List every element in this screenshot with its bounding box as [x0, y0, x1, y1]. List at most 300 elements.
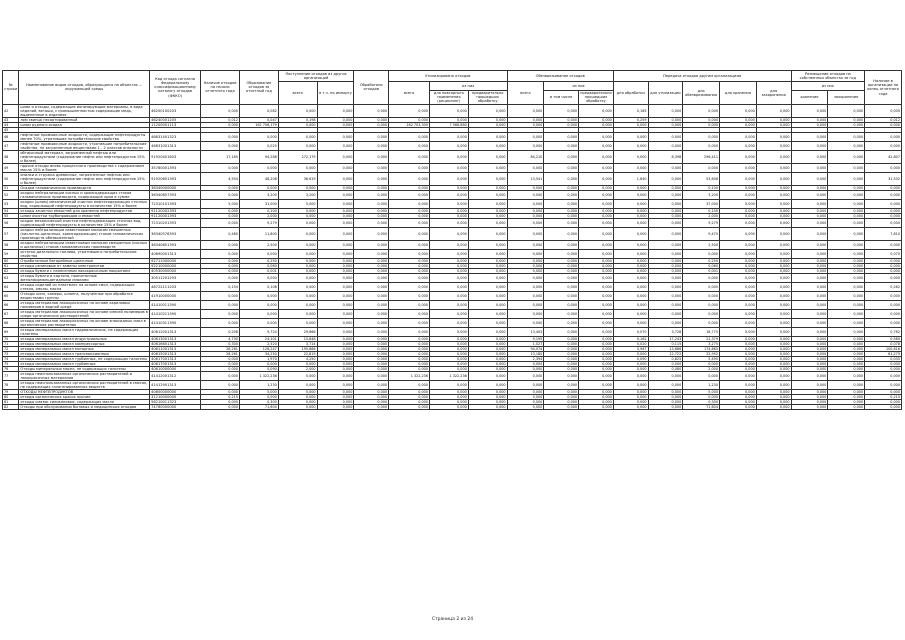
value-cell: 0,000 — [389, 404, 430, 409]
page-footer: Страница 2 из 24 — [431, 617, 474, 622]
value-cell: 0,000 — [756, 318, 791, 327]
value-cell: 0,000 — [468, 122, 507, 127]
value-cell: 0,000 — [278, 399, 317, 404]
value-cell: 0,000 — [865, 190, 902, 199]
column-header: Утилизировано отходов — [389, 71, 507, 82]
row-number: 42 — [3, 104, 19, 117]
value-cell: 0,000 — [317, 351, 354, 356]
value-cell: 0,165 — [613, 104, 648, 117]
value-cell: 0,000 — [507, 258, 544, 263]
value-cell: 0,000 — [865, 213, 902, 218]
value-cell: 0,000 — [507, 291, 544, 300]
value-cell: 0,000 — [317, 404, 354, 409]
value-cell: 0,000 — [278, 185, 317, 190]
column-header: в том числе — [544, 91, 579, 105]
value-cell: 0,000 — [828, 213, 865, 218]
value-cell: 0,000 — [756, 227, 791, 240]
value-cell: 0,000 — [648, 309, 683, 318]
row-number: 50 — [3, 172, 19, 185]
value-cell: 0,000 — [828, 282, 865, 291]
value-cell: 0,000 — [720, 318, 757, 327]
value-cell: 0,000 — [507, 273, 544, 282]
column-header: предварительно прошедших обработку — [468, 91, 507, 105]
value-cell: 0,000 — [429, 268, 468, 273]
value-cell: 0,000 — [317, 263, 354, 268]
value-cell: 0,000 — [278, 240, 317, 249]
value-cell: 2,000 — [683, 366, 720, 371]
column-header: для хранения — [720, 82, 757, 105]
value-cell: 0,080 — [648, 366, 683, 371]
value-cell: 0,000 — [468, 356, 507, 361]
value-cell: 0,000 — [507, 249, 544, 258]
value-cell: 4,554 — [201, 172, 240, 185]
fkko-code: 40611001313 — [150, 346, 201, 351]
value-cell: 3,200 — [278, 190, 317, 199]
value-cell: 0,000 — [720, 199, 757, 208]
value-cell: 26,261 — [201, 346, 240, 351]
fkko-code: 40616601313 — [150, 341, 201, 346]
value-cell: 0,000 — [791, 122, 828, 127]
value-cell: 0,000 — [201, 240, 240, 249]
value-cell: 0,000 — [865, 380, 902, 389]
value-cell: 0,000 — [791, 218, 828, 227]
value-cell: 0,000 — [579, 399, 614, 404]
value-cell: 0,000 — [544, 141, 579, 150]
value-cell: 0,000 — [613, 227, 648, 240]
value-cell: 0,000 — [429, 389, 468, 394]
value-cell: 0,000 — [468, 249, 507, 258]
value-cell: 0,000 — [756, 150, 791, 163]
value-cell: 26,261 — [201, 351, 240, 356]
value-cell: 0,000 — [429, 141, 468, 150]
waste-name: отходы бумаги с нанесенным лакокрасочным покрытием — [19, 268, 150, 273]
value-cell: 0,000 — [507, 300, 544, 309]
table-row — [3, 282, 902, 291]
value-cell: 0,000 — [507, 218, 544, 227]
fkko-code: 41412901313 — [150, 380, 201, 389]
value-cell: 0,000 — [239, 361, 278, 366]
column-header: Поступление отходов из других организаций — [278, 71, 354, 82]
value-cell: 0,000 — [791, 356, 828, 361]
value-cell: 0,000 — [317, 366, 354, 371]
value-cell: 0,000 — [468, 117, 507, 122]
value-cell: 0,762 — [865, 327, 902, 336]
value-cell: 0,000 — [791, 268, 828, 273]
value-cell: 0,000 — [317, 371, 354, 380]
waste-name: опилки и стружка древесные, загрязненные нефтью или нефтепродуктами (содержание нефти или нефтепродуктов 15% и более) — [19, 172, 150, 185]
value-cell: 0,215 — [865, 394, 902, 399]
fkko-code: 41410011390 — [150, 300, 201, 309]
value-cell: 0,000 — [828, 309, 865, 318]
value-cell: 0,001 — [683, 268, 720, 273]
value-cell: 0,012 — [201, 117, 240, 122]
value-cell: 0,020 — [613, 341, 648, 346]
column-header: всего — [507, 82, 544, 105]
value-cell: 0,000 — [828, 351, 865, 356]
fkko-code: 91920401603 — [150, 150, 201, 163]
value-cell: 0,000 — [278, 208, 317, 213]
value-cell: 0,000 — [429, 213, 468, 218]
value-cell: 0,000 — [201, 356, 240, 361]
value-cell: 0,000 — [317, 150, 354, 163]
value-cell: 0,000 — [648, 132, 683, 141]
value-cell: 0,000 — [791, 213, 828, 218]
value-cell: 0,000 — [201, 380, 240, 389]
value-cell: 0,000 — [579, 300, 614, 309]
value-cell: 0,000 — [201, 132, 240, 141]
value-cell: 0,000 — [429, 366, 468, 371]
value-cell: 7,810 — [865, 227, 902, 240]
value-cell: 0,162 — [613, 336, 648, 341]
value-cell: 0,000 — [354, 213, 389, 218]
value-cell: 0,000 — [791, 336, 828, 341]
value-cell: 0,000 — [239, 249, 278, 258]
value-cell: 71,604 — [683, 404, 720, 409]
value-cell: 0,000 — [720, 218, 757, 227]
value-cell: 0,000 — [579, 199, 614, 208]
value-cell: 0,000 — [613, 185, 648, 190]
row-number: 59 — [3, 249, 19, 258]
waste-name: шлак и отходы, содержащие ионизирующие материалы, в виде изделий, ветоши, с промышленностью содержащие медь, выделенные в изделиях — [19, 104, 150, 117]
value-cell: 0,000 — [791, 341, 828, 346]
value-cell: 3,728 — [648, 327, 683, 336]
row-number: 56 — [3, 218, 19, 227]
value-cell: 0,000 — [791, 399, 828, 404]
value-cell: 0,000 — [507, 404, 544, 409]
value-cell: 0,000 — [791, 291, 828, 300]
value-cell: 0,000 — [201, 208, 240, 213]
value-cell: 0,000 — [720, 172, 757, 185]
value-cell: 0,000 — [429, 263, 468, 268]
value-cell: 9,470 — [683, 227, 720, 240]
value-cell: 0,000 — [429, 282, 468, 291]
value-cell: 0,000 — [201, 361, 240, 366]
waste-name: обтирочный материал, загрязненный нефтью или нефтепродуктами (содержание нефти или нефтепродуктов 15% и более) — [19, 150, 150, 163]
table-header — [3, 71, 902, 105]
value-cell: 0,000 — [828, 366, 865, 371]
value-cell: 0,000 — [613, 122, 648, 127]
table-row — [3, 163, 902, 172]
value-cell: 0,000 — [317, 318, 354, 327]
value-cell: 0,000 — [544, 361, 579, 366]
value-cell: 0,000 — [278, 263, 317, 268]
row-number: 63 — [3, 273, 19, 282]
value-cell: 0,000 — [317, 141, 354, 150]
value-cell: 0,000 — [354, 404, 389, 409]
value-cell: 0,000 — [756, 199, 791, 208]
value-cell: 0,000 — [354, 258, 389, 263]
value-cell: 0,000 — [791, 380, 828, 389]
value-cell: 0,000 — [720, 351, 757, 356]
value-cell: 1,230 — [683, 380, 720, 389]
value-cell: 0,000 — [828, 122, 865, 127]
value-cell: 0,000 — [468, 309, 507, 318]
value-cell: 296,411 — [683, 150, 720, 163]
value-cell: 5,000 — [239, 389, 278, 394]
row-number: 82 — [3, 404, 19, 409]
value-cell: 0,115 — [648, 341, 683, 346]
value-cell: 0,000 — [828, 227, 865, 240]
value-cell: 0,000 — [613, 258, 648, 263]
value-cell: 0,000 — [720, 371, 757, 380]
value-cell: 0,000 — [828, 258, 865, 263]
value-cell: 0,000 — [683, 141, 720, 150]
column-header: из них — [791, 82, 865, 91]
value-cell: 0,000 — [354, 282, 389, 291]
waste-name: прочие отходы вновь процессного производства с содержанием масла 15% и более — [19, 163, 150, 172]
value-cell: 0,082 — [239, 104, 278, 117]
value-cell: 0,000 — [278, 213, 317, 218]
value-cell: 0,000 — [201, 185, 240, 190]
value-cell: 0,000 — [354, 240, 389, 249]
waste-name: отходы смазок силиконовых, содержащих масло — [19, 399, 150, 404]
value-cell: 94,288 — [239, 150, 278, 163]
waste-name: Отходы кинл, камеры, шланга, полученные при обработке веществами группы — [19, 291, 150, 300]
waste-name: остатки дизельного топлива, утратившего потребительские свойства — [19, 249, 150, 258]
fkko-code: 11200001113 — [150, 122, 201, 127]
value-cell: 0,000 — [683, 309, 720, 318]
value-cell: 0,000 — [468, 404, 507, 409]
value-cell: 0,208 — [201, 327, 240, 336]
column-header: Код отхода согласно Федеральному классификационному каталогу отходов (ФККО) — [150, 71, 201, 105]
value-cell: 0,000 — [544, 366, 579, 371]
value-cell: 0,000 — [389, 341, 430, 346]
value-cell: 0,000 — [544, 249, 579, 258]
value-cell: 0,000 — [791, 163, 828, 172]
value-cell: 0,000 — [429, 218, 468, 227]
value-cell: 0,090 — [239, 366, 278, 371]
column-header: для утилизации — [648, 82, 683, 105]
value-cell: 0,000 — [648, 371, 683, 380]
value-cell: 0,000 — [828, 327, 865, 336]
value-cell: 0,000 — [791, 346, 828, 351]
value-cell: 0,000 — [507, 371, 544, 380]
value-cell: 0,000 — [865, 404, 902, 409]
value-cell: 0,000 — [613, 318, 648, 327]
value-cell: 0,060 — [683, 263, 720, 268]
value-cell: 0,000 — [720, 268, 757, 273]
value-cell: 0,000 — [354, 336, 389, 341]
waste-name: отходы минеральных масел трансмиссионных — [19, 351, 150, 356]
value-cell: 0,000 — [239, 273, 278, 282]
row-number: 77 — [3, 371, 19, 380]
value-cell: 0,000 — [720, 404, 757, 409]
value-cell: 0,000 — [683, 318, 720, 327]
value-cell: 0,000 — [648, 394, 683, 399]
value-cell: 0,000 — [239, 185, 278, 190]
value-cell: 0,000 — [648, 389, 683, 394]
value-cell: 0,000 — [579, 356, 614, 361]
value-cell: 0,000 — [791, 309, 828, 318]
value-cell: 0,000 — [828, 380, 865, 389]
value-cell: 0,000 — [791, 185, 828, 190]
fkko-code: 41412001312 — [150, 371, 201, 380]
value-cell: 0,000 — [683, 117, 720, 122]
fkko-code: 40612001313 — [150, 327, 201, 336]
value-cell: 0,000 — [429, 394, 468, 399]
value-cell: 0,000 — [429, 327, 468, 336]
value-cell: 0,000 — [544, 268, 579, 273]
value-cell: 0,000 — [201, 366, 240, 371]
value-cell: 0,000 — [354, 190, 389, 199]
value-cell: 0,000 — [507, 208, 544, 213]
value-cell: 0,000 — [354, 341, 389, 346]
value-cell: 61,275 — [865, 351, 902, 356]
row-number: 60 — [3, 258, 19, 263]
value-cell: 0,000 — [828, 394, 865, 399]
value-cell: 0,000 — [720, 366, 757, 371]
value-cell: 2,000 — [239, 213, 278, 218]
value-cell: 0,000 — [648, 172, 683, 185]
value-cell: 0,000 — [648, 122, 683, 127]
value-cell: 0,000 — [756, 172, 791, 185]
fkko-code: 46240001205 — [150, 117, 201, 122]
value-cell: 0,000 — [579, 404, 614, 409]
value-cell: 0,000 — [507, 399, 544, 404]
value-cell: 0,000 — [389, 399, 430, 404]
value-cell: 0,000 — [613, 150, 648, 163]
value-cell: 0,000 — [579, 282, 614, 291]
value-cell: 0,000 — [828, 300, 865, 309]
value-cell: 0,000 — [828, 163, 865, 172]
value-cell: 0,000 — [544, 351, 579, 356]
value-cell: 0,000 — [468, 258, 507, 263]
value-cell: 0,000 — [648, 268, 683, 273]
value-cell: 0,000 — [720, 132, 757, 141]
value-cell: 0,000 — [756, 218, 791, 227]
value-cell: 0,000 — [828, 172, 865, 185]
value-cell: 31,532 — [865, 172, 902, 185]
value-cell: 0,000 — [865, 240, 902, 249]
value-cell: 0,000 — [720, 117, 757, 122]
table-row — [3, 132, 902, 141]
value-cell: 0,300 — [201, 341, 240, 346]
row-number: 62 — [3, 268, 19, 273]
value-cell: 0,000 — [389, 132, 430, 141]
value-cell: 0,000 — [579, 351, 614, 356]
value-cell: 0,000 — [429, 318, 468, 327]
waste-name: отходы изделий из пластмасс на основе смол, содержащих стекло, смолы, масла — [19, 282, 150, 291]
fkko-code: 91120002393 — [150, 208, 201, 213]
value-cell: 0,000 — [544, 399, 579, 404]
value-cell: 0,000 — [389, 240, 430, 249]
value-cell: 0,000 — [544, 327, 579, 336]
value-cell: 1,640 — [613, 172, 648, 185]
value-cell: 0,000 — [389, 282, 430, 291]
value-cell: 53,608 — [683, 172, 720, 185]
value-cell: 0,000 — [613, 218, 648, 227]
value-cell: 34,250 — [239, 351, 278, 356]
row-number: 75 — [3, 361, 19, 366]
value-cell: 0,000 — [791, 172, 828, 185]
value-cell: 0,000 — [468, 318, 507, 327]
value-cell: 0,000 — [756, 399, 791, 404]
value-cell: 13,180 — [507, 351, 544, 356]
value-cell: 0,000 — [648, 249, 683, 258]
value-cell: 0,000 — [429, 380, 468, 389]
value-cell: 0,000 — [648, 185, 683, 190]
value-cell: 0,000 — [429, 404, 468, 409]
value-cell: 0,000 — [278, 282, 317, 291]
table-row — [3, 380, 902, 389]
value-cell: 0,000 — [317, 208, 354, 213]
fkko-code: 36340576393 — [150, 227, 201, 240]
fkko-code: 41410211390 — [150, 309, 201, 318]
value-cell: 0,000 — [389, 273, 430, 282]
value-cell: 0,000 — [389, 263, 430, 268]
waste-name: отходы минеральных масел компрессорных — [19, 341, 150, 346]
value-cell: 0,000 — [865, 263, 902, 268]
value-cell: 0,000 — [683, 104, 720, 117]
value-cell: 0,000 — [613, 380, 648, 389]
column-header: для захоронения — [756, 82, 791, 105]
fkko-code: 40600000000 — [150, 389, 201, 394]
value-cell: 0,000 — [429, 163, 468, 172]
value-cell: 9,279 — [683, 218, 720, 227]
value-cell: 0,000 — [278, 268, 317, 273]
value-cell: 0,000 — [756, 190, 791, 199]
row-number: 80 — [3, 394, 19, 399]
value-cell: 0,000 — [544, 240, 579, 249]
value-cell: 0,000 — [579, 341, 614, 346]
value-cell: 0,000 — [507, 389, 544, 394]
value-cell: 0,000 — [317, 268, 354, 273]
value-cell: 0,000 — [828, 399, 865, 404]
value-cell: 0,000 — [579, 218, 614, 227]
value-cell: 0,000 — [468, 132, 507, 141]
value-cell: 0,000 — [389, 380, 430, 389]
value-cell: 0,000 — [544, 218, 579, 227]
value-cell: 0,000 — [865, 185, 902, 190]
value-cell: 0,000 — [468, 327, 507, 336]
value-cell: 0,259 — [613, 117, 648, 122]
waste-name: отходы бумаги и картона, пропитанные фенолформальдегидными смолами — [19, 273, 150, 282]
value-cell: 0,000 — [648, 291, 683, 300]
value-cell: 0,000 — [354, 268, 389, 273]
value-cell: 0,000 — [648, 263, 683, 268]
value-cell: 0,000 — [429, 309, 468, 318]
value-cell: 0,000 — [389, 346, 430, 351]
value-cell: 0,000 — [756, 208, 791, 213]
value-cell: 0,000 — [828, 208, 865, 213]
value-cell: 0,000 — [278, 218, 317, 227]
value-cell: 0,000 — [828, 249, 865, 258]
value-cell: 0,000 — [828, 361, 865, 366]
value-cell: 0,000 — [756, 104, 791, 117]
value-cell: 0,000 — [278, 141, 317, 150]
value-cell: 0,000 — [544, 318, 579, 327]
value-cell: 0,000 — [756, 273, 791, 282]
value-cell: 162 706,179 — [239, 122, 278, 127]
value-cell: 0,000 — [354, 309, 389, 318]
value-cell: 0,000 — [354, 361, 389, 366]
value-cell: 0,000 — [865, 132, 902, 141]
value-cell: 0,000 — [389, 213, 430, 218]
column-header: Обработано отходов — [354, 71, 389, 105]
value-cell: 0,000 — [756, 404, 791, 409]
value-cell: 0,000 — [468, 150, 507, 163]
value-cell: 0,000 — [683, 163, 720, 172]
value-cell: 162 703,309 — [389, 122, 430, 127]
value-cell: 0,000 — [389, 104, 430, 117]
value-cell: 0,000 — [613, 268, 648, 273]
row-number: 49 — [3, 163, 19, 172]
value-cell: 0,000 — [720, 263, 757, 268]
value-cell: 0,000 — [544, 122, 579, 127]
waste-name: нефтяные промывочные жидкости, содержащие нефтепродукты менее 70%, утратившие потребительские свойства — [19, 132, 150, 141]
value-cell: 2,000 — [683, 213, 720, 218]
value-cell: 0,000 — [613, 366, 648, 371]
